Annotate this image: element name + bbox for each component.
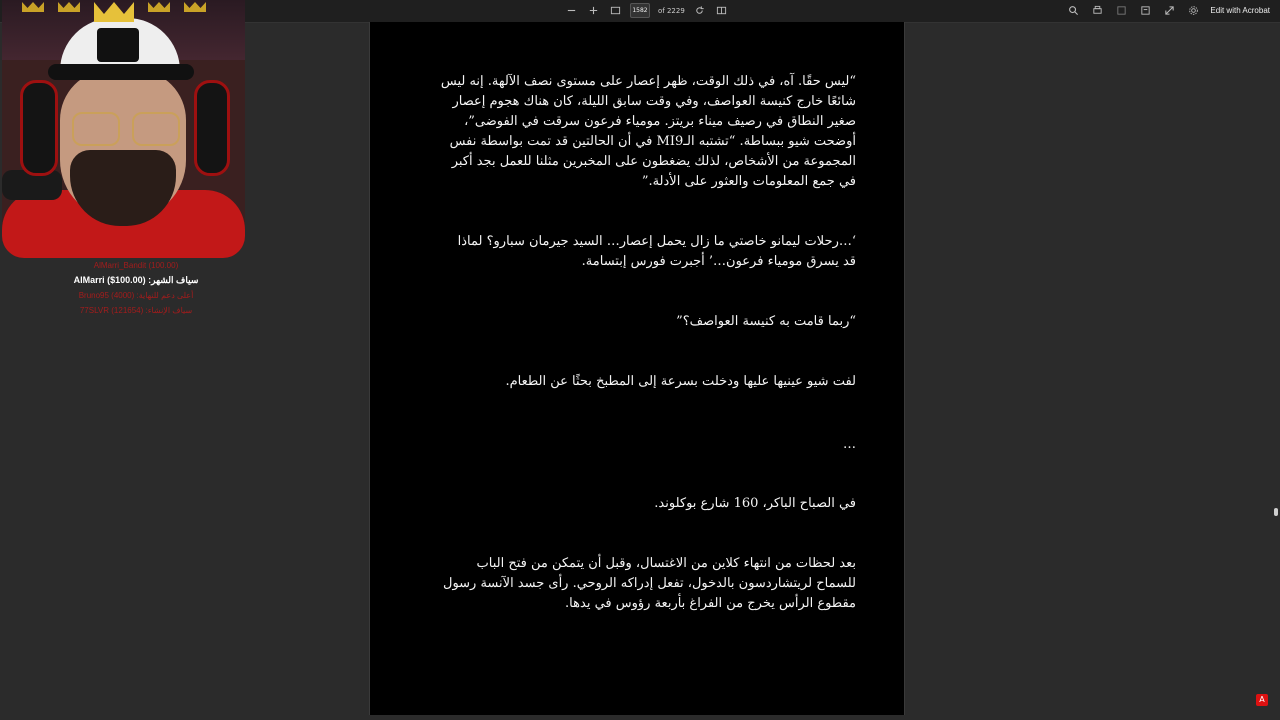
overlay-line-highlight: سياف الشهر: AlMarri ($100.00) <box>73 275 199 285</box>
crown-icon <box>148 2 170 12</box>
gear-icon[interactable] <box>1186 3 1200 17</box>
text-line: قد يسرق مومياء فرعون…’ أجبرت فورس إبتسامة. <box>581 254 856 269</box>
text-line: في جمع المعلومات والعثور على الأدلة.” <box>641 174 856 189</box>
rotate-icon[interactable] <box>693 4 707 18</box>
stream-alerts <box>36 258 236 318</box>
zoom-in-icon[interactable] <box>586 4 600 18</box>
webcam-glasses-left <box>72 112 120 146</box>
text-line: المجموعة من الأشخاص، لذلك يضغطون على المخبرين مثلنا للعمل بجد أكبر <box>451 154 856 169</box>
search-icon[interactable] <box>1066 3 1080 17</box>
paragraph-1 <box>441 72 856 192</box>
webcam-glasses-right <box>132 112 180 146</box>
webcam-headphone-right <box>194 80 230 176</box>
webcam-cap-brim <box>48 64 194 80</box>
webcam-overlay <box>2 0 245 258</box>
save-as-icon[interactable] <box>1138 3 1152 17</box>
acrobat-icon[interactable]: A <box>1256 694 1268 706</box>
text-line: أوضحت شيو ببساطة. “تشتبه الـMI9 في أن الحالتين قد تمت بواسطة نفس <box>449 134 856 149</box>
cap-logo-icon <box>97 28 139 62</box>
overlay-line: أعلى دعم للنهاية: Bruno95 (4000) <box>78 291 194 300</box>
paragraph-6: في الصباح الباكر، 160 شارع بوكلوند. <box>654 496 856 511</box>
pdf-page <box>369 22 905 715</box>
scrollbar-thumb[interactable] <box>1274 508 1278 516</box>
edit-with-acrobat-button[interactable]: Edit with Acrobat <box>1210 5 1270 15</box>
text-line: مقطوع الرأس يخرج من الفراغ بأربعة رؤوس في يدها. <box>565 596 856 611</box>
crown-icon <box>184 2 206 12</box>
text-line: صغير النطاق في رصيف ميناء بريتز. مومياء فرعون سرقت في الفوضى”، <box>464 114 856 129</box>
page-number-input[interactable]: 1582 <box>630 3 650 18</box>
crown-icon <box>58 2 80 12</box>
crown-decoration <box>22 2 206 22</box>
crown-icon <box>22 2 44 12</box>
zoom-out-icon[interactable] <box>564 4 578 18</box>
paragraph-3: “ربما قامت به كنيسة العواصف؟” <box>676 314 856 329</box>
text-line: ‘…رحلات ليمانو خاصتي ما زال يحمل إعصار… السيد جيرمان سبارو؟ لماذا <box>457 234 856 249</box>
crown-icon <box>94 2 134 22</box>
text-line: شائعًا خارج كنيسة العواصف، وفي وقت سابق الليلة، كان هناك هجوم إعصار <box>452 94 856 109</box>
text-line: بعد لحظات من انتهاء كلاين من الاغتسال، وقبل أن يتمكن من فتح الباب <box>476 556 856 571</box>
text-line: للسماح لريتشاردسون بالدخول، تفعل إدراكه الروحي. رأى جسد الآنسة رسول <box>443 576 856 591</box>
save-icon[interactable] <box>1114 3 1128 17</box>
toolbar-center-group <box>564 3 729 18</box>
paragraph-7 <box>443 554 856 614</box>
toolbar-right-group <box>1066 3 1270 17</box>
webcam-headphone-left <box>20 80 58 176</box>
paragraph-5: … <box>843 437 856 452</box>
overlay-line: AlMarri_Bandit (100.00) <box>93 261 179 270</box>
print-icon[interactable] <box>1090 3 1104 17</box>
expand-icon[interactable] <box>1162 3 1176 17</box>
fit-page-icon[interactable] <box>608 4 622 18</box>
overlay-line: سياف الإنشاء: 77SLVR (121654) <box>79 306 193 315</box>
page-total-label: of 2229 <box>658 6 685 15</box>
text-line: “ليس حقًا. آه، في ذلك الوقت، ظهر إعصار على مستوى نصف الآلهة. إنه ليس <box>440 74 856 89</box>
paragraph-4: لفت شيو عينيها عليها ودخلت بسرعة إلى المطبخ بحثًا عن الطعام. <box>505 374 856 389</box>
page-view-icon[interactable] <box>715 4 729 18</box>
paragraph-2 <box>458 232 856 272</box>
